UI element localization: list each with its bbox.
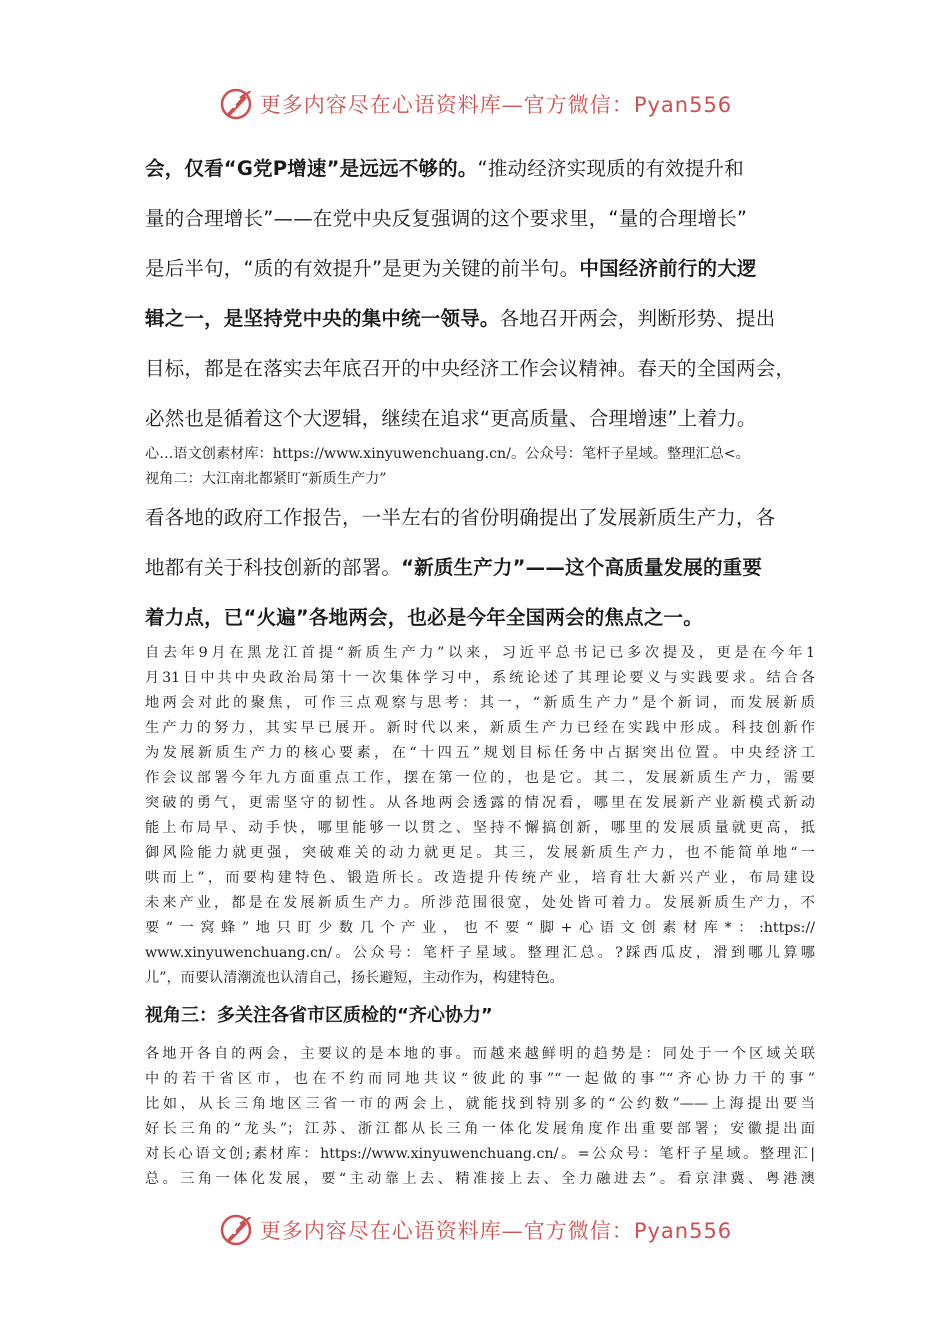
para2-line: 为发展新质生产力的核心要素，在“十四五”规划目标任务中占据突出位置。中央经济工: [145, 745, 815, 761]
para2-line: 生产力的努力，其实早已展开。新时代以来，新质生产力已经在实践中形成。科技创新作: [145, 720, 815, 736]
section1-line4: 辑之一，是坚持党中央的集中统一领导。各地召开两会，判断形势、提出: [145, 307, 776, 330]
header-banner: [0, 84, 950, 124]
para3-line: 对长心语文创;素材库：https://www.xinyuwenchuang.cn/。=公众号：笔杆子星域。整理汇|: [145, 1146, 815, 1162]
section2-line2: 地都有关于科技创新的部署。“新质生产力”——这个高质量发展的重要: [145, 556, 763, 579]
section1-line3: 是后半句，“质的有效提升”是更为关键的前半句。中国经济前行的大逻: [145, 257, 757, 280]
quill-pen-logo-icon: [218, 1212, 254, 1248]
para2-line: 自去年9月在黑龙江首提“新质生产力”以来，习近平总书记已多次提及，更是在今年1: [145, 645, 815, 661]
para2-line: 突破的勇气，更需坚守的韧性。从各地两会透露的情况看，哪里在发展新产业新模式新动: [145, 795, 815, 811]
para2-line: 未来产业，都是在发展新质生产力。所涉范围很宽，处处皆可着力。发展新质生产力，不: [145, 895, 815, 911]
para3-line: 中的若干省区市，也在不约而同地共议“彼此的事”“一起做的事”“齐心协力干的事”: [145, 1071, 815, 1087]
para3-line: 各地开各自的两会，主要议的是本地的事。而越来越鲜明的趋势是：同处于一个区域关联: [145, 1046, 815, 1062]
para2-line: 能上布局早、动手快，哪里能够一以贯之、坚持不懈搞创新，哪里的发展质量就更高，抵: [145, 820, 815, 836]
para2-line: 地两会对此的聚焦，可作三点观察与思考：其一，“新质生产力”是个新词，而发展新质: [145, 695, 815, 711]
view2-title: 视角二：大江南北都紧盯“新质生产力”: [145, 471, 387, 487]
para2-line: 哄而上”，而要构建特色、锻造所长。改造提升传统产业，培育壮大新兴产业，布局建设: [145, 870, 815, 886]
para2-line: 儿”，而要认清潮流也认清自己，扬长避短，主动作为，构建特色。: [145, 970, 564, 986]
section1-line2: 量的合理增长”——在党中央反复强调的这个要求里，“量的合理增长”: [145, 207, 748, 230]
para2-line: 御风险能力就更强，突破难关的动力就更足。其三，发展新质生产力，也不能简单地“一: [145, 845, 815, 861]
section2-line3: 着力点，已“火遍”各地两会，也必是今年全国两会的焦点之一。: [145, 606, 703, 629]
footer-banner: [0, 1210, 950, 1250]
banner-text: 更多内容尽在心语资料库—官方微信：Pyan556: [259, 93, 733, 117]
section1-line1: 会，仅看“G党P增速”是远远不够的。“推动经济实现质的有效提升和: [145, 157, 744, 180]
para3-line: 比如，从长三角地区三省一市的两会上，就能找到特别多的“公约数”——上海提出要当: [145, 1096, 815, 1112]
para2-line: 月31日中共中央政治局第十一次集体学习中，系统论述了其理论要义与实践要求。结合各: [145, 670, 815, 686]
section2-line1: 看各地的政府工作报告，一半左右的省份明确提出了发展新质生产力，各: [145, 506, 776, 529]
banner-text: 更多内容尽在心语资料库—官方微信：Pyan556: [259, 1219, 733, 1243]
section1-line5: 目标，都是在落实去年底召开的中央经济工作会议精神。春天的全国两会，: [145, 357, 796, 380]
para2-line: 要“一窝蜂”地只盯少数几个产业，也不要“脚+心语文创素材库*：:https://: [145, 920, 815, 936]
wechat-id: Pyan556: [633, 93, 733, 117]
quill-pen-logo-icon: [218, 86, 254, 122]
para3-line: 好长三角的“龙头”；江苏、浙江都从长三角一体化发展角度作出重要部署；安徽提出面: [145, 1121, 815, 1137]
para2-line: www.xinyuwenchuang.cn/。公众号：笔杆子星域。整理汇总。?踩西瓜皮，滑到哪儿算哪: [145, 945, 815, 961]
view3-title: 视角三：多关注各省市区质检的“齐心协力”: [145, 1005, 493, 1026]
para2-line: 作会议部署今年九方面重点工作，摆在第一位的，也是它。其二，发展新质生产力，需要: [145, 770, 815, 786]
wechat-id: Pyan556: [633, 1219, 733, 1243]
section1-line6: 必然也是循着这个大逻辑，继续在追求“更高质量、合理增速”上着力。: [145, 407, 757, 430]
source-note: 心…语文创素材库：https://www.xinyuwenchuang.cn/。公众号：笔杆子星域。整理汇总<。: [145, 446, 750, 462]
para3-line: 总。三角一体化发展，要“主动靠上去、精准接上去、全力融进去”。看京津冀、粤港澳: [145, 1171, 815, 1187]
